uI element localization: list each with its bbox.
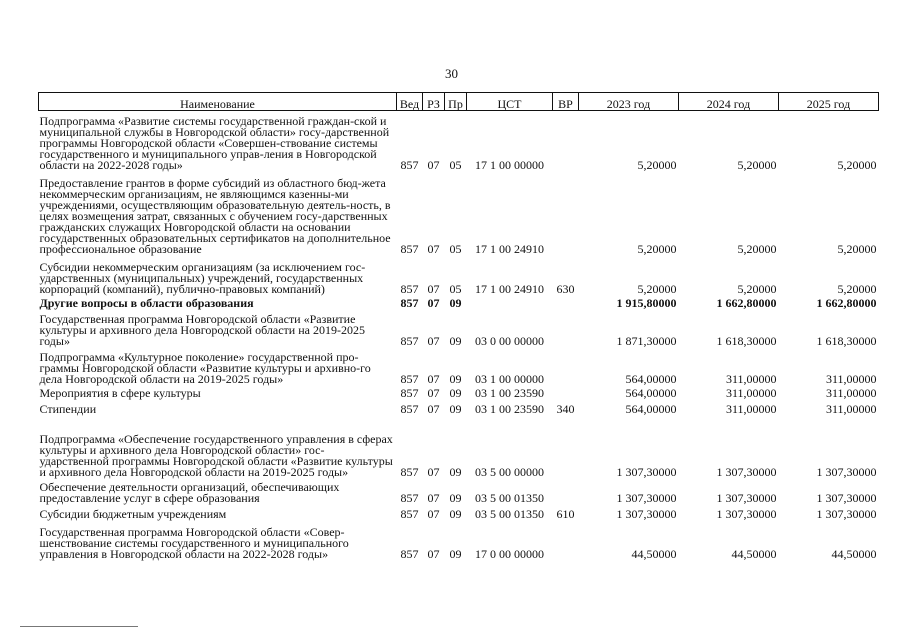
table-row: [39, 255, 879, 295]
row-cst: 17 1 00 00000: [475, 157, 544, 172]
row-cst: 03 5 00 01350: [475, 490, 544, 505]
header-vr: ВР: [553, 93, 579, 111]
row-name: Мероприятия в сфере культуры: [39, 385, 201, 400]
row-cst: 17 0 00 00000: [475, 546, 544, 561]
row-cst: 03 1 00 23590: [475, 401, 544, 416]
row-cst: 03 5 00 01350: [475, 506, 544, 521]
row-pr: 09: [449, 385, 462, 400]
row-ved: 857: [400, 281, 419, 296]
row-2024: 311,00000: [725, 401, 777, 416]
row-ved: 857: [400, 401, 419, 416]
row-ved: 857: [400, 385, 419, 400]
table-row: [39, 309, 879, 347]
row-2023: 5,20000: [637, 281, 677, 296]
row-name: Субсидии бюджетным учреждениям: [39, 506, 227, 521]
row-rz: 07: [427, 333, 440, 348]
row-name: Государственная программа Новгородской области «Совер-шенствование системы государственного и муниципального управления в Новгородской области на 2022-2028 годы»: [39, 524, 349, 561]
row-2025: 5,20000: [837, 241, 877, 256]
row-rz: 07: [427, 464, 440, 479]
row-pr: 09: [449, 333, 462, 348]
row-rz: 07: [427, 157, 440, 172]
table-header-row: [39, 93, 879, 111]
row-2023: 564,00000: [625, 371, 677, 386]
row-rz: 07: [427, 506, 440, 521]
row-rz: 07: [427, 241, 440, 256]
row-name: Подпрограмма «Обеспечение государственного управления в сферах культуры и архивного дела Новгородской области» гос-ударственной программы Новгородской области «Развитие культуры и архивного дела Новгородской области на 2019-2025 годы»: [39, 431, 393, 479]
row-name: Субсидии некоммерческим организациям (за исключением гос-ударственных (муниципальных) учреждений, государственных корпораций (компаний), публично-правовых компаний): [39, 259, 366, 296]
row-cst: 03 0 00 00000: [475, 333, 544, 348]
table-row: [39, 295, 879, 309]
row-pr: 05: [449, 281, 462, 296]
row-name: Подпрограмма «Культурное поколение» государственной про-граммы Новгородской области «Развитие культуры и архивно-го дела Новгородской области на 2019-2025 годы»: [39, 349, 371, 386]
row-2023: 564,00000: [625, 401, 677, 416]
table-row: [39, 399, 879, 415]
row-vr: [553, 309, 579, 347]
row-ved: 857: [400, 333, 419, 348]
row-2025: 5,20000: [837, 281, 877, 296]
row-pr: 09: [449, 490, 462, 505]
row-name: Государственная программа Новгородской области «Развитие культуры и архивного дела Новгородской области на 2019-2025 годы»: [39, 311, 365, 348]
row-vr: [553, 171, 579, 255]
row-2024: 5,20000: [737, 157, 777, 172]
row-vr: 340: [556, 401, 575, 416]
row-2025: 1 307,30000: [816, 490, 877, 505]
row-2025: 1 307,30000: [816, 506, 877, 521]
row-vr: [553, 295, 579, 309]
row-rz: 07: [427, 281, 440, 296]
row-ved: 857: [400, 506, 419, 521]
table-row: [39, 385, 879, 399]
row-vr: [553, 111, 579, 171]
page-number: 30: [445, 66, 458, 81]
row-2024: 1 307,30000: [716, 506, 777, 521]
row-2023: 5,20000: [637, 241, 677, 256]
row-2023: 1 307,30000: [616, 490, 677, 505]
header-name: Наименование: [39, 93, 397, 111]
table-row: [39, 171, 879, 255]
row-ved: 857: [400, 464, 419, 479]
row-2024: 1 307,30000: [716, 464, 777, 479]
row-ved: 857: [400, 241, 419, 256]
row-vr: 630: [556, 281, 575, 296]
row-2024: 5,20000: [737, 241, 777, 256]
row-pr: 09: [449, 371, 462, 386]
row-2023: 44,50000: [631, 546, 677, 561]
row-2025: 311,00000: [825, 385, 877, 400]
row-pr: 05: [449, 241, 462, 256]
row-vr: [553, 478, 579, 504]
row-vr: [553, 347, 579, 385]
header-pr: Пр: [445, 93, 467, 111]
row-rz: 07: [427, 546, 440, 561]
row-pr: 09: [449, 295, 462, 310]
header-ved: Вед: [397, 93, 423, 111]
row-name: Стипендии: [39, 401, 97, 416]
row-pr: 09: [449, 464, 462, 479]
row-2023: 5,20000: [637, 157, 677, 172]
row-cst: 03 1 00 23590: [475, 385, 544, 400]
row-cst: [467, 295, 553, 309]
row-pr: 09: [449, 546, 462, 561]
row-2024: 5,20000: [737, 281, 777, 296]
table-row: [39, 111, 879, 171]
row-2024: 311,00000: [725, 371, 777, 386]
row-2025: 1 618,30000: [816, 333, 877, 348]
row-rz: 07: [427, 401, 440, 416]
row-name: Другие вопросы в области образования: [39, 295, 254, 310]
row-ved: 857: [400, 546, 419, 561]
row-2023: 1 307,30000: [616, 506, 677, 521]
table-row: [39, 415, 879, 478]
header-cst: ЦСТ: [467, 93, 553, 111]
row-2025: 1 307,30000: [816, 464, 877, 479]
row-2023: 1 915,80000: [616, 295, 677, 310]
row-rz: 07: [427, 371, 440, 386]
row-pr: 09: [449, 506, 462, 521]
row-2023: 1 871,30000: [616, 333, 677, 348]
row-2025: 311,00000: [825, 401, 877, 416]
row-2024: 44,50000: [731, 546, 777, 561]
row-rz: 07: [427, 295, 440, 310]
row-2024: 1 662,80000: [716, 295, 777, 310]
row-2023: 564,00000: [625, 385, 677, 400]
row-ved: 857: [400, 295, 419, 310]
row-pr: 05: [449, 157, 462, 172]
row-2024: 1 618,30000: [716, 333, 777, 348]
row-name: Предоставление грантов в форме субсидий из областного бюд-жета некоммерческим организациям, не являющимся казенны-ми учреждениями, осуществляющим образовательную деятель-ность, в целях возмещения затрат, связанных с обучением госу-дарственных гражданских служащих Новгородской области на основании государственных образовательных сертификатов на дополнительное профессиональное образование: [39, 175, 391, 256]
header-rz: РЗ: [423, 93, 445, 111]
row-vr: 610: [556, 506, 575, 521]
row-name: Обеспечение деятельности организаций, обеспечивающих предоставление услуг в сфере образования: [39, 479, 340, 505]
row-cst: 17 1 00 24910: [475, 241, 544, 256]
row-cst: 03 1 00 00000: [475, 371, 544, 386]
row-2025: 44,50000: [831, 546, 877, 561]
row-rz: 07: [427, 385, 440, 400]
row-pr: 09: [449, 401, 462, 416]
row-vr: [553, 385, 579, 399]
header-2023: 2023 год: [579, 93, 679, 111]
table-row: [39, 520, 879, 560]
table-row: [39, 478, 879, 504]
row-ved: 857: [400, 490, 419, 505]
row-2025: 1 662,80000: [816, 295, 877, 310]
row-2024: 1 307,30000: [716, 490, 777, 505]
row-vr: [553, 415, 579, 478]
row-2025: 5,20000: [837, 157, 877, 172]
header-2025: 2025 год: [779, 93, 879, 111]
row-cst: 17 1 00 24910: [475, 281, 544, 296]
header-2024: 2024 год: [679, 93, 779, 111]
row-rz: 07: [427, 490, 440, 505]
row-cst: 03 5 00 00000: [475, 464, 544, 479]
row-name: Подпрограмма «Развитие системы государственной граждан-ской и муниципальной службы в Новгородской области» госу-дарственной программы Новгородской области «Совершен-ствование системы государственного и муниципального управ-ления в Новгородской области на 2022-2028 годы»: [39, 113, 390, 172]
footnote-divider: [20, 626, 138, 627]
row-2023: 1 307,30000: [616, 464, 677, 479]
row-vr: [553, 520, 579, 560]
budget-table: [38, 92, 879, 560]
row-ved: 857: [400, 157, 419, 172]
row-2024: 311,00000: [725, 385, 777, 400]
table-row: [39, 347, 879, 385]
row-2025: 311,00000: [825, 371, 877, 386]
table-row: [39, 504, 879, 520]
row-ved: 857: [400, 371, 419, 386]
